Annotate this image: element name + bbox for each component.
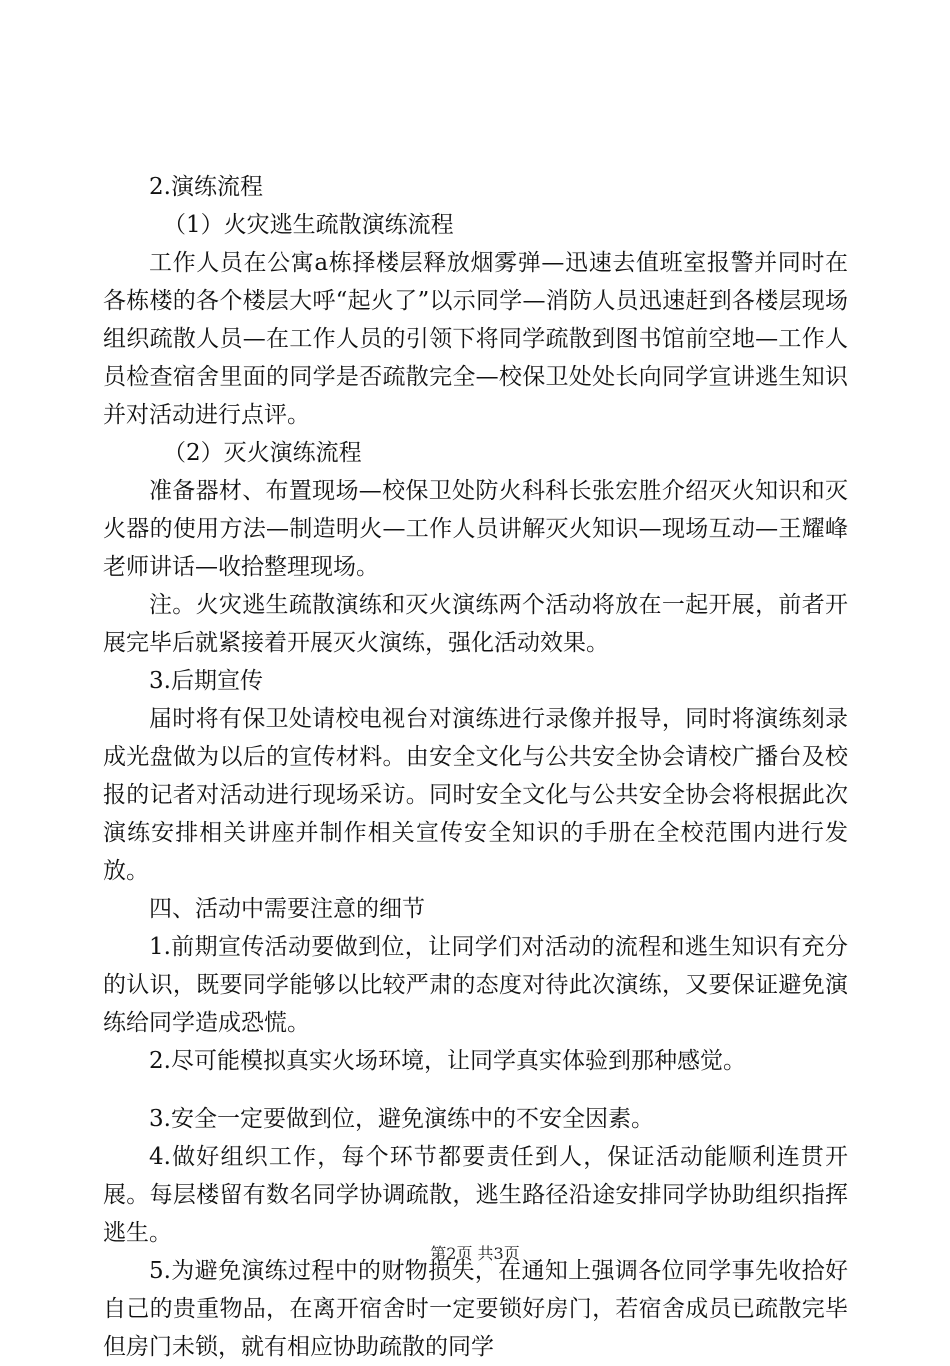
paragraph-publicity: 届时将有保卫处请校电视台对演练进行录像并报导，同时将演练刻录成光盘做为以后的宣传材料。由安全文化与公共安全协会请校广播台及校报的记者对活动进行现场采访。同时安全文化与公共安全协会将根据此次演练安排相关讲座并制作相关宣传安全知识的手册在全校范围内进行发放。: [103, 706, 848, 884]
paragraph-detail-1: 1.前期宣传活动要做到位，让同学们对活动的流程和逃生知识有充分的认识，既要同学能够以比较严肃的态度对待此次演练，又要保证避免演练给同学造成恐慌。: [103, 934, 848, 1036]
paragraph-extinguishing-steps: 准备器材、布置现场—校保卫处防火科科长张宏胜介绍灭火知识和灭火器的使用方法—制造明火—工作人员讲解灭火知识—现场互动—王耀峰老师讲话—收拾整理现场。: [103, 478, 848, 580]
paragraph-evacuation-steps: 工作人员在公寓a栋择楼层释放烟雾弹—迅速去值班室报警并同时在各栋楼的各个楼层大呼“起火了”以示同学—消防人员迅速赶到各楼层现场组织疏散人员—在工作人员的引领下将同学疏散到图书馆前空地—工作人员检查宿舍里面的同学是否疏散完全—校保卫处处长向同学宣讲逃生知识并对活动进行点评。: [103, 250, 848, 428]
subheading-extinguishing-process: （2）灭火演练流程: [163, 440, 362, 466]
section-heading-publicity: 3.后期宣传: [149, 668, 263, 694]
section-heading-drill-process: 2.演练流程: [149, 174, 263, 200]
section-heading-details: 四、活动中需要注意的细节: [149, 896, 425, 922]
paragraph-note: 注。火灾逃生疏散演练和灭火演练两个活动将放在一起开展，前者开展完毕后就紧接着开展灭火演练，强化活动效果。: [103, 592, 848, 656]
page-footer: 第2页 共3页: [430, 1244, 520, 1263]
paragraph-detail-3: 3.安全一定要做到位，避免演练中的不安全因素。: [149, 1106, 654, 1132]
paragraph-detail-5: 5.为避免演练过程中的财物损失，在通知上强调各位同学事先收拾好自己的贵重物品，在离开宿舍时一定要锁好房门，若宿舍成员已疏散完毕但房门未锁，就有相应协助疏散的同学: [103, 1258, 848, 1360]
paragraph-detail-4: 4.做好组织工作，每个环节都要责任到人，保证活动能顺利连贯开展。每层楼留有数名同学协调疏散，逃生路径沿途安排同学协助组织指挥逃生。: [103, 1144, 848, 1246]
subheading-fire-evacuation-process: （1）火灾逃生疏散演练流程: [163, 212, 454, 238]
paragraph-detail-2: 2.尽可能模拟真实火场环境，让同学真实体验到那种感觉。: [149, 1048, 746, 1074]
document-body: [103, 168, 848, 1366]
